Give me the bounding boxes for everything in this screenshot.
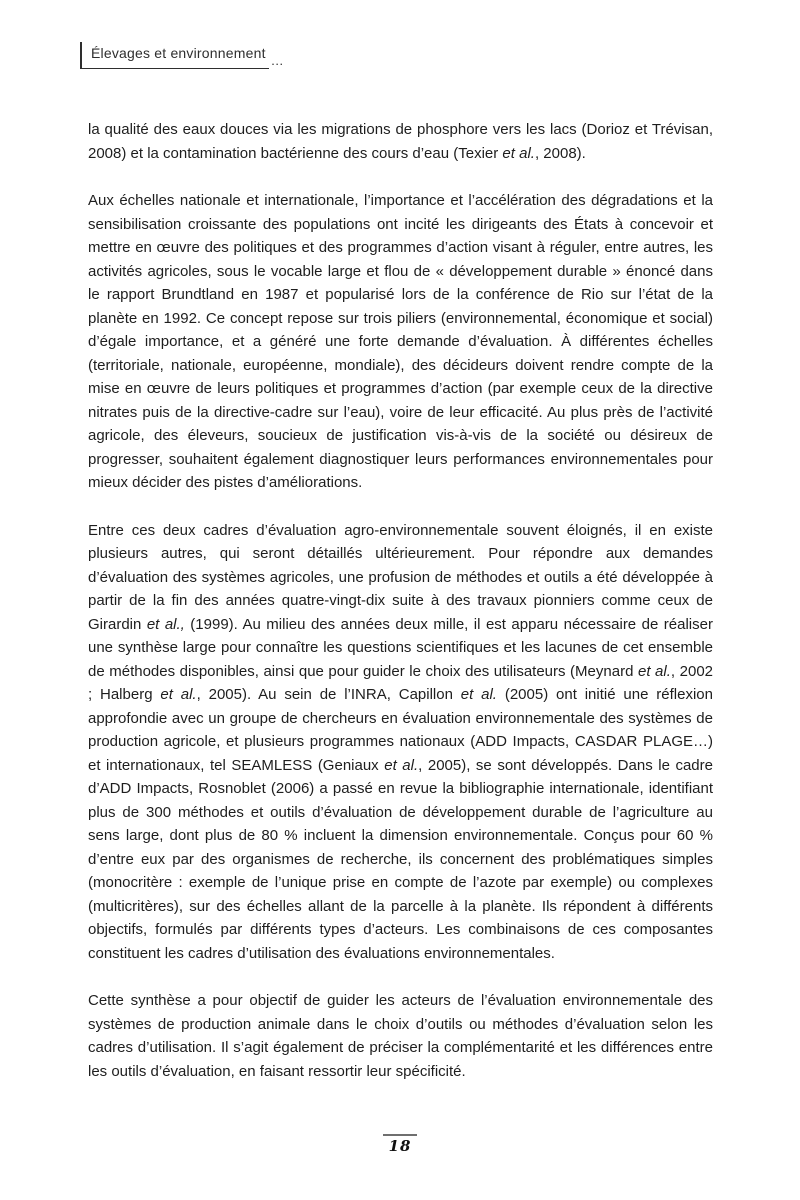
footer-rule: [383, 1134, 417, 1136]
header-title-block: [80, 42, 269, 69]
page-body: [88, 118, 713, 1107]
header-dots: …: [270, 53, 286, 68]
header-title: Élevages et environnement: [91, 45, 266, 61]
paragraph-4: Cette synthèse a pour objectif de guider les acteurs de l’évaluation environnementale des systèmes de production animale dans le choix d’outils ou méthodes d’évaluation selon les cadres d’utilisation. Il s’agit également de préciser la complémentarité et les différences entre les outils d’évaluation, en faisant ressortir leur spécificité.: [88, 992, 713, 1080]
page-footer: [0, 1134, 800, 1156]
page-header: [80, 42, 286, 69]
paragraph-1: la qualité des eaux douces via les migrations de phosphore vers les lacs (Dorioz et Trévisan, 2008) et la contamination bactérienne des cours d’eau (Texier et al., 2008).: [88, 121, 713, 162]
page-number: 18: [388, 1137, 412, 1155]
paragraph-2: Aux échelles nationale et internationale, l’importance et l’accélération des dégradations et la sensibilisation croissante des populations ont incité les dirigeants des États à concevoir et mettre en œuvre des politiques et des programmes d’action visant à réguler, entre autres, les activités agricoles, sous le vocable large et flou de « développement durable » énoncé dans le rapport Brundtland en 1987 et popularisé lors de la conférence de Rio sur l’état de la planète en 1992. Ce concept repose sur trois piliers (environnemental, économique et social) d’égale importance, et a généré une forte demande d’évaluation. À différentes échelles (territoriale, nationale, européenne, mondiale), des décideurs doivent rendre compte de la mise en œuvre de leurs politiques et programmes d’action (par exemple ceux de la directive nitrates puis de la directive-cadre sur l’eau), voire de leur efficacité. Au plus près de l’activité agricole, des éleveurs, soucieux de justification vis-à-vis de la société ou désireux de progresser, souhaitent également diagnostiquer leurs performances environnementales pour mieux décider des pistes d’améliorations.: [88, 192, 713, 491]
paragraph-3: Entre ces deux cadres d’évaluation agro-environnementale souvent éloignés, il en existe plusieurs autres, qui seront détaillés ultérieurement. Pour répondre aux demandes d’évaluation des systèmes agricoles, une profusion de méthodes et outils a été développée à partir de la fin des années quatre-vingt-dix suite à des travaux pionniers comme ceux de Girardin et al., (1999). Au milieu des années deux mille, il est apparu nécessaire de réaliser une synthèse large pour connaître les questions scientifiques et les lacunes de cet ensemble de méthodes disponibles, ainsi que pour guider le choix des utilisateurs (Meynard et al., 2002 ; Halberg et al., 2005). Au sein de l’INRA, Capillon et al. (2005) ont initié une réflexion approfondie avec un groupe de chercheurs en évaluation environnementale des systèmes de production agricole, et plusieurs programmes nationaux (ADD Impacts, CASDAR PLAGE…) et internationaux, tel SEAMLESS (Geniaux et al., 2005), se sont développés. Dans le cadre d’ADD Impacts, Rosnoblet (2006) a passé en revue la bibliographie internationale, identifiant plus de 300 méthodes et outils d’évaluation de développement durable de l’agriculture au sens large, dont plus de 80 % incluent la dimension environnementale. Conçus pour 60 % d’entre eux par des organismes de recherche, ils concernent des problématiques simples (monocritère : exemple de l’unique prise en compte de l’azote par exemple) ou complexes (multicritères), sur des échelles allant de la parcelle à la planète. Ils répondent à différents objectifs, formulés par différents types d’acteurs. Les combinaisons de ces composantes constituent les cadres d’utilisation des évaluations environnementales.: [88, 521, 713, 962]
